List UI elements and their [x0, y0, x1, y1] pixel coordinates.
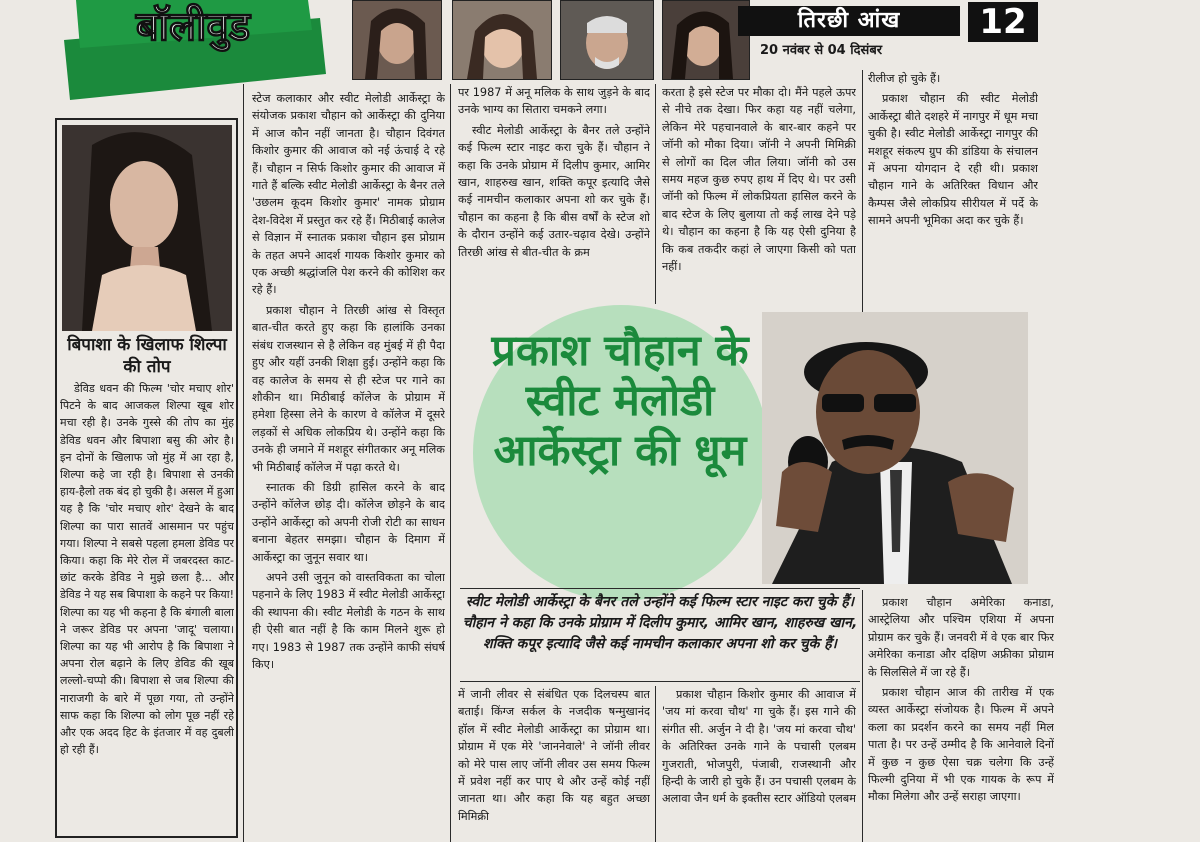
main-story-column-2: [458, 84, 650, 302]
section-title: बॉलीवुड: [135, 4, 251, 50]
thumbnail-photo-3: [560, 0, 654, 80]
column-rule: [862, 70, 863, 320]
prakash-chauhan-photo: [762, 312, 1028, 584]
pull-quote-rule: [460, 681, 860, 682]
main-story-column-1: [252, 90, 445, 842]
column-rule: [655, 84, 656, 304]
side-story-body: [60, 380, 234, 761]
side-story-photo: [62, 125, 232, 331]
main-story-paragraph: स्वीट मेलोडी आर्केस्ट्रा के बैनर तले उन्होंने कई फिल्म स्टार नाइट करा चुके हैं। चौहान ने कहा कि उनके प्रोग्राम में दिलीप कुमार, आमिर खान, शाहरुख खान, शक्ति कपूर इत्यादि जैसे कई नामचीन कलाकार अपना शो कर चुके हैं। चौहान का कहना है कि बीस वर्षों के स्टेज शो के दौरान उन्होंने कई उतार-चढ़ाव देखे। उन्होंने तिरछी आंख से बीत-चीत के क्रम: [458, 123, 650, 259]
pull-quote-rule: [460, 588, 860, 589]
main-story-column-4: [868, 70, 1038, 270]
main-story-column-3: [662, 84, 856, 314]
side-story-headline: बिपाशा के खिलाफ शिल्पा की तोप: [67, 335, 227, 377]
main-story-column-2-bottom: [458, 686, 650, 842]
column-rule: [862, 590, 863, 842]
main-story-column-3-bottom: [662, 686, 856, 842]
page-number: 12: [968, 2, 1038, 42]
column-rule: [450, 84, 451, 842]
main-story-paragraph: प्रकाश चौहान अमेरिका कनाडा, आस्ट्रेलिया और पश्चिम एशिया में अपना प्रोग्राम कर चुके हैं। जनवरी में वे एक बार फिर अमेरिका कनाडा और दक्षिण अफ्रीका प्रोग्राम के सिलसिले में जा रहे हैं।: [868, 596, 1054, 679]
column-rule: [655, 686, 656, 842]
main-story-paragraph: करता है इसे स्टेज पर मौका दो। मैंने पहले ऊपर से नीचे तक देखा। फिर कहा यह नहीं चलेगा, लेकिन मेरे पहचानवाले के बार-बार कहने पर जॉनी को मौका दिया। जॉनी ने अपनी मिमिक्री से लोगों का दिल जीत लिया। जॉनी को उस समय महज कुछ रुपए हाथ में दिए थे। पर उसी जॉनी को फिल्म में लोकप्रियता हासिल करने के बाद स्टेज के लिए बुलाया तो कई लाख देने पड़े थे। चौहान का कहना है कि यह ऐसी दुनिया है कि कब तकदीर कहां ले जाएगा किसी को पता नहीं।: [662, 86, 856, 274]
main-story-paragraph: स्नातक की डिग्री हासिल करने के बाद उन्होंने कॉलेज छोड़ दी। कॉलेज छोड़ने के बाद उन्होंने आर्केस्ट्रा को अपनी रोजी रोटी का साधन बनाना बेहतर समझा। चौहान के दिमाग में आर्केस्ट्रा का जुनून सवार था।: [252, 480, 445, 564]
thumbnail-photo-2: [452, 0, 552, 80]
main-story-headline: प्रकाश चौहान के स्वीट मेलोडी आर्केस्ट्रा की धूम: [491, 326, 749, 476]
main-story-paragraph: प्रकाश चौहान किशोर कुमार की आवाज में 'जय मां करवा चौथ' गा चुके हैं। इस गाने की संगीत सी. अर्जुन ने दी है। 'जय मां करवा चौथ' के अतिरिक्त उनके गाने के पचासी एलबम गुजराती, भोजपुरी, पंजाबी, राजस्थानी और हिन्दी के जारी हो चुके हैं। उन पचासी एलबम के अलावा जैन धर्म के इक्तीस स्टार ऑडियो एलबम: [662, 688, 856, 806]
pull-quote: स्वीट मेलोडी आर्केस्ट्रा के बैनर तले उन्होंने कई फिल्म स्टार नाइट करा चुके हैं। चौहान ने कहा कि उनके प्रोग्राम में दिलीप कुमार, आमिर खान, शाहरुख खान, शक्ति कपूर इत्यादि जैसे कई नामचीन कलाकार अपना शो कर चुके हैं।: [462, 594, 858, 652]
main-story-paragraph: प्रकाश चौहान की स्वीट मेलोडी आर्केस्ट्रा बीते दशहरे में नागपुर में धूम मचा चुकी है। स्वीट मेलोडी आर्केस्ट्रा नागपुर की मशहूर संकल्प ग्रुप की डांडिया के संचालन में अपना योगदान दे रही थी। प्रकाश चौहान गाने के अतिरिक्त विधान और कैम्पस जैसे लोकप्रिय सीरीयल में पर्दे के सामने अपनी भूमिका अदा कर चुके हैं।: [868, 92, 1038, 228]
main-story-paragraph: रीलीज हो चुके हैं।: [868, 72, 941, 85]
main-story-paragraph: में जानी लीवर से संबंधित एक दिलचस्प बात बताई। किंग्ज सर्कल के नजदीक षन्मुखानंद हॉल में स्वीट मेलोडी आर्केस्ट्रा का प्रोग्राम था। प्रोग्राम में एक मेरे 'जाननेवाले' ने जॉनी लीवर को मेरे पास लाए जॉनी लीवर उस समय फिल्म में प्रवेश नहीं कर पाए थे और उन्हें कोई नहीं जानता था। और कहा कि यह बहुत अच्छा मिमिक्री: [458, 688, 650, 823]
main-story-paragraph: प्रकाश चौहान ने तिरछी आंख से विस्तृत बात-चीत करते हुए कहा कि हालांकि उनका संबंध राजस्थान से है लेकिन वह मुंबई में ही पैदा हुए और यहीं उनकी शिक्षा हुई। उन्होंने कहा कि वह कालेज के समय से ही स्टेज पर गाने का शौकीन था। मिठीबाई कॉलेज के प्रोग्राम में हमेशा हिस्सा लेने के कारण वे कॉलेज में दूसरे लड़कों से अधिक लोकप्रिय थे। उन्होंने कहा कि उनके ही जमाने में मशहूर संगीतकार अनू मलिक भी मिठीबाई कॉलेज में पढ़ा करते थे।: [252, 303, 445, 474]
thumbnail-photo-4: [662, 0, 750, 80]
issue-date: 20 नवंबर से 04 दिसंबर: [760, 43, 883, 58]
main-story-paragraph: स्टेज कलाकार और स्वीट मेलोडी आर्केस्ट्रा के संयोजक प्रकाश चौहान को आर्केस्ट्रा की दुनिया में आज कौन नहीं जानता है। चौहान दिवंगत किशोर कुमार की आवाज को नई ऊंचाई दे रहे हैं। चौहान न सिर्फ किशोर कुमार की आवाज में गाते हैं बल्कि स्वीट मेलोडी आर्केस्ट्रा के बैनर तले 'उछलम कूदम किशोर कुमार' नामक प्रोग्राम देश-विदेश में प्रस्तुत कर रहे हैं। मिठीबाई कालेज से विज्ञान में स्नातक प्रकाश चौहान इस प्रोग्राम के तहत अपने आदर्श गायक किशोर कुमार को एक अच्छी श्रद्धांजलि पेश करने की कोशिश कर रहे हैं।: [252, 92, 445, 297]
main-story-paragraph: पर 1987 में अनू मलिक के साथ जुड़ने के बाद उनके भाग्य का सितारा चमकने लगा।: [458, 86, 650, 117]
thumbnail-photo-1: [352, 0, 442, 80]
main-story-paragraph: अपने उसी जुनून को वास्तविकता का चोला पहनाने के लिए 1983 में स्वीट मेलोडी आर्केस्ट्रा की स्थापना की। स्वीट मेलोडी के गठन के साथ ही ऐसी बात नहीं है कि काम मिलने शुरू हो गए। 1983 से 1987 तक उन्होंने काफी संघर्ष किए।: [252, 570, 445, 671]
main-story-paragraph: प्रकाश चौहान आज की तारीख में एक व्यस्त आर्केस्ट्रा संजोयक है। फिल्म में अपने कला का प्रदर्शन करने का समय नहीं मिल पाता है। पर उन्हें उम्मीद है कि आनेवाले दिनों में कुछ न कुछ ऐसा चक्र चलेगा कि उन्हें फिल्मी दुनिया में भी एक गायक के रूप में मौका मिलेगा और उन्हें सराहा जाएगा।: [868, 686, 1054, 804]
page-header-title: तिरछी आंख: [738, 6, 960, 36]
main-story-column-4-bottom: [868, 594, 1054, 842]
side-story-paragraph: डेविड धवन की फिल्म 'चोर मचाए शोर' पिटने के बाद आजकल शिल्पा खूब शोर मचा रही है। उनके गुस्से की तोप का मुंह डेविड धवन और बिपाशा बसु की ओर है। इन दोनों के खिलाफ जो मुंह में आ रहा है, शिल्पा कहे जा रही है। बिपाशा से उनकी हाय-हैलो तक बंद हो चुकी है। असल में हुआ यह है कि 'चोर मचाए शोर' देखने के बाद शिल्पा का पारा सातवें आसमान पर पहुंच गया। शिल्पा ने सबसे पहला हमला डेविड पर किया। कहा कि मेरे रोल में जबरदस्त काट-छांट करके डेविड ने मुझे छला है... और डेविड ने यह सब बिपाशा के कहने पर किया! शिल्पा का यह भी कहना है कि बंगाली बाला ने जरूर डेविड पर अपना 'जादू' चलाया। शिल्पा का यह भी आरोप है कि बिपाशा ने अपना रोल बढ़ाने के लिए डेविड की खूब लल्लो-चप्पो की। बिपाशा से जब शिल्पा की नाराजगी के बारे में पूछा गया, तो उन्होंने साफ कहा कि शिल्पा को लोग पूछ नहीं रहे और एक अदद हिट के इंतजार में वह दुबली हो रही हैं।: [60, 382, 234, 757]
column-rule: [243, 84, 244, 842]
